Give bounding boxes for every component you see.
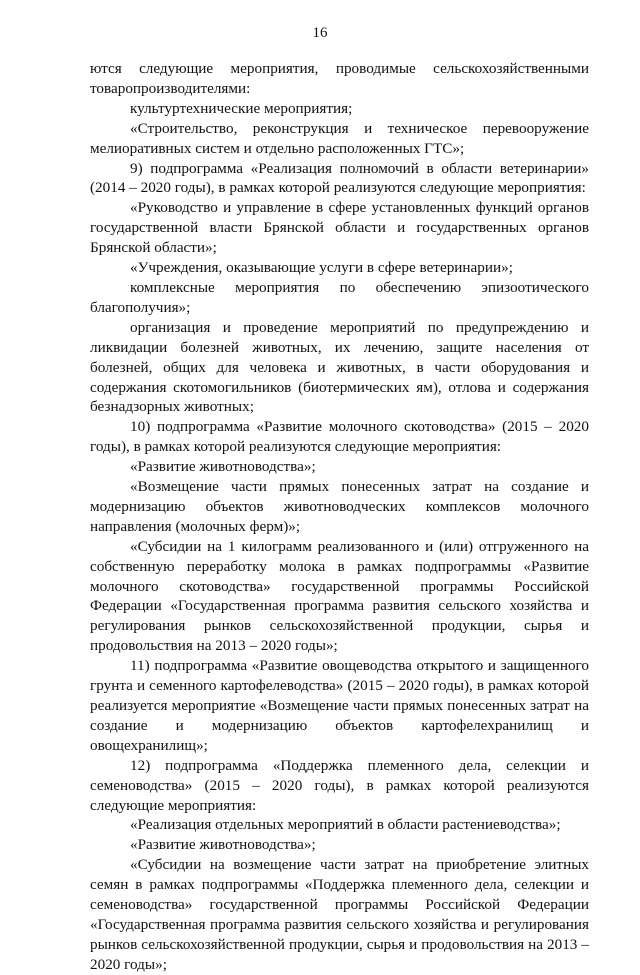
paragraph: «Развитие животноводства»;: [130, 836, 316, 854]
paragraph: «Возмещение части прямых понесенных затрат на создание и модернизацию объектов животноводческих комплексов молочного направления (молочных ферм)»;: [90, 478, 589, 535]
paragraph: 10) подпрограмма «Развитие молочного скотоводства» (2015 – 2020 годы), в рамках которой реализуются следующие мероприятия:: [90, 418, 589, 456]
paragraph: «Развитие животноводства»;: [130, 458, 316, 476]
paragraph: организация и проведение мероприятий по предупреждению и ликвидации болезней животных, их лечению, защите населения от болезней, общих для человека и животных, в части оборудования и содержания скотомогильников (биотермических ям), отлова и содержания безнадзорных животных;: [90, 318, 589, 416]
paragraph: «Учреждения, оказывающие услуги в сфере ветеринарии»;: [130, 259, 513, 277]
document-body: [90, 59, 589, 975]
paragraph: 12) подпрограмма «Поддержка племенного дела, селекции и семеноводства» (2015 – 2020 годы), в рамках которой реализуются следующие мероприятия:: [90, 756, 589, 814]
paragraph: 9) подпрограмма «Реализация полномочий в области ветеринарии» (2014 – 2020 годы), в рамках которой реализуются следующие мероприятия:: [90, 159, 589, 197]
paragraph: «Субсидии на возмещение части затрат на приобретение элитных семян в рамках подпрограммы «Поддержка племенного дела, селекции и семеноводства» государственной программы Российской Федерации «Государственная программа развития сельского хозяйства и регулирования рынков сельскохозяйственной продукции, сырья и продовольствия на 2013 – 2020 годы»;: [90, 856, 589, 973]
paragraph: 11) подпрограмма «Развитие овощеводства открытого и защищенного грунта и семенного картофелеводства» (2015 – 2020 годы), в рамках которой реализуется мероприятие «Возмещение части прямых понесенных затрат на создание и модернизацию объектов картофелехранилищ и овощехранилищ»;: [90, 657, 589, 754]
paragraph: культуртехнические мероприятия;: [130, 99, 353, 117]
paragraph: «Субсидии на 1 килограмм реализованного и (или) отгруженного на собственную переработку молока в рамках подпрограммы «Развитие молочного скотоводства» государственной программы Российской Федерации «Государственная программа развития сельского хозяйства и регулирования рынков сельскохозяйственной продукции, сырья и продовольствия на 2013 – 2020 годы»;: [90, 537, 589, 655]
paragraph: ются следующие мероприятия, проводимые сельскохозяйственными товаропроизводителями:: [90, 60, 589, 97]
paragraph: «Руководство и управление в сфере установленных функций органов государственной власти Брянской области и государственных органов Брянской области»;: [90, 199, 589, 257]
paragraph: «Строительство, реконструкция и техническое перевооружение мелиоративных систем и отдельно расположенных ГТС»;: [90, 119, 589, 157]
paragraph: комплексные мероприятия по обеспечению эпизоотического благополучия»;: [90, 278, 589, 316]
page-number: 16: [312, 25, 328, 41]
paragraph: «Реализация отдельных мероприятий в области растениеводства»;: [130, 816, 561, 834]
